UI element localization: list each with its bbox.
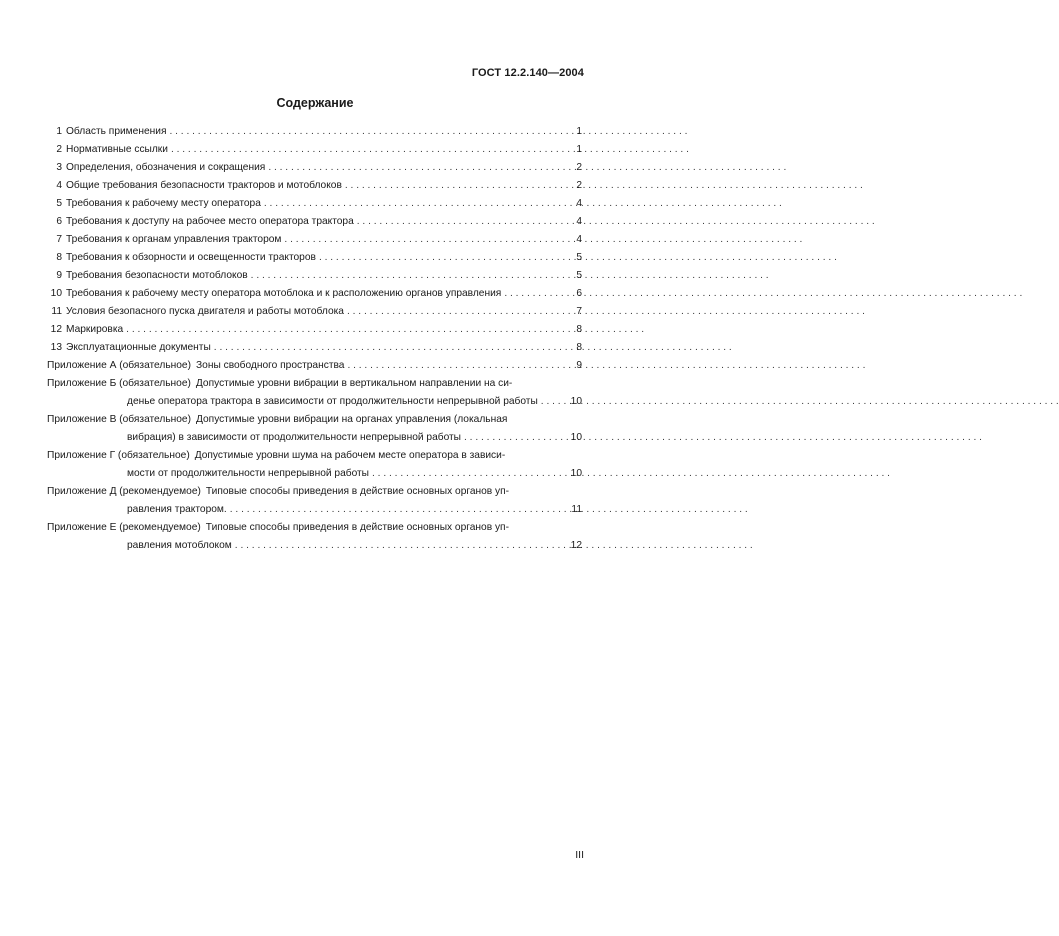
appendix-title: Зоны свободного пространства [196,360,345,371]
dot-leader [347,303,562,321]
appendix-title-line2: равления трактором. [127,504,227,515]
appendix-label: Приложение Е (рекомендуемое) [47,522,201,533]
dot-leader [264,195,562,213]
dot-leader [126,321,562,339]
toc-entry-1[interactable] [47,123,582,141]
dot-leader [372,465,562,483]
entry-page: 5 [576,252,582,263]
entry-page: 7 [576,306,582,317]
toc-entry-9[interactable] [47,267,582,285]
toc-appendix-d[interactable] [47,483,582,501]
appendix-label: Приложение В (обязательное) [47,414,191,425]
appendix-title-line2: денье оператора трактора в зависимости от продолжительности непрерывной работы [127,396,538,407]
entry-number: 13 [50,342,62,353]
appendix-label: Приложение Б (обязательное) [47,378,191,389]
toc-entry-13[interactable] [47,339,582,357]
entry-page: 1 [576,144,582,155]
entry-number: 7 [56,234,62,245]
toc-entry-6[interactable] [47,213,582,231]
table-of-contents [47,123,582,555]
dot-leader [171,141,562,159]
entry-page: 4 [576,234,582,245]
toc-appendix-e-cont[interactable] [47,537,582,555]
appendix-label: Приложение Д (рекомендуемое) [47,486,201,497]
toc-appendix-g[interactable] [47,447,582,465]
toc-entry-10[interactable] [47,285,582,303]
entry-number: 2 [56,144,62,155]
appendix-title-line1: Допустимые уровни вибрации в вертикальном направлении на си- [195,378,513,389]
entry-title: Требования к обзорности и освещенности тракторов [66,252,316,263]
entry-title: Нормативные ссылки [66,144,168,155]
entry-title: Общие требования безопасности тракторов и мотоблоков [66,180,342,191]
toc-entry-7[interactable] [47,231,582,249]
entry-number: 11 [51,306,62,317]
entry-title: Определения, обозначения и сокращения [66,162,266,173]
entry-page: 6 [576,288,582,299]
toc-entry-2[interactable] [47,141,582,159]
appendix-title-line1: Допустимые уровни шума на рабочем месте оператора в зависи- [194,450,506,461]
entry-page: 10 [570,468,582,479]
toc-entry-12[interactable] [47,321,582,339]
toc-appendix-d-cont[interactable] [47,501,582,519]
entry-number: 4 [56,180,62,191]
entry-title: Требования к рабочему месту оператора [66,198,261,209]
entry-number: 12 [50,324,62,335]
entry-page: 10 [570,396,582,407]
entry-page: 1 [576,126,582,137]
appendix-label: Приложение Г (обязательное) [47,450,190,461]
appendix-title-line1: Типовые способы приведения в действие основных органов уп- [205,486,510,497]
toc-entry-4[interactable] [47,177,582,195]
entry-page: 2 [576,180,582,191]
toc-appendix-v[interactable] [47,411,582,429]
entry-number: 1 [56,126,62,137]
toc-appendix-g-cont[interactable] [47,465,582,483]
entry-title: Маркировка [66,324,124,335]
entry-page: 12 [570,540,582,551]
toc-entry-5[interactable] [47,195,582,213]
toc-appendix-b-cont[interactable] [47,393,582,411]
entry-number: 8 [56,252,62,263]
entry-number: 6 [56,216,62,227]
entry-page: 2 [576,162,582,173]
toc-appendix-a[interactable] [47,357,582,375]
page-number: III [575,849,584,861]
dot-leader [251,267,562,285]
toc-entry-8[interactable] [47,249,582,267]
entry-number: 10 [50,288,62,299]
appendix-title-line1: Допустимые уровни вибрации на органах управления (локальная [196,414,508,425]
entry-page: 9 [576,360,582,371]
entry-title: Требования к рабочему месту оператора мотоблока и к расположению органов управления [66,288,502,299]
toc-entry-3[interactable] [47,159,582,177]
entry-title: Область применения [66,126,167,137]
toc-entry-11[interactable] [47,303,582,321]
toc-appendix-e[interactable] [47,519,582,537]
appendix-title-line2: вибрация) в зависимости от продолжительности непрерывной работы [127,432,462,443]
entry-page: 11 [571,504,582,515]
dot-leader [214,339,562,357]
dot-leader [230,501,562,519]
entry-number: 3 [56,162,62,173]
dot-leader [235,537,562,555]
toc-title: Содержание [276,96,354,110]
entry-page: 4 [576,216,582,227]
entry-title: Эксплуатационные документы [66,342,211,353]
dot-leader [284,231,562,249]
document-id: ГОСТ 12.2.140—2004 [471,67,584,79]
toc-appendix-v-cont[interactable] [47,429,582,447]
dot-leader [268,159,562,177]
dot-leader [357,213,562,231]
dot-leader [347,357,562,375]
appendix-title-line1: Типовые способы приведения в действие основных органов уп- [205,522,509,533]
entry-number: 5 [56,198,62,209]
entry-title: Требования к доступу на рабочее место оператора трактора [66,216,354,227]
dot-leader [541,393,562,411]
entry-page: 8 [576,324,582,335]
dot-leader [504,285,562,303]
entry-page: 4 [576,198,582,209]
dot-leader [319,249,562,267]
appendix-title-line2: равления мотоблоком [127,540,232,551]
dot-leader [464,429,562,447]
toc-appendix-b[interactable] [47,375,582,393]
entry-page: 5 [576,270,582,281]
entry-title: Требования безопасности мотоблоков [66,270,248,281]
entry-page: 10 [570,432,582,443]
entry-page: 8 [576,342,582,353]
dot-leader [169,123,562,141]
dot-leader [345,177,562,195]
entry-title: Условия безопасного пуска двигателя и работы мотоблока [66,306,344,317]
entry-number: 9 [56,270,62,281]
entry-title: Требования к органам управления трактором [66,234,282,245]
appendix-title-line2: мости от продолжительности непрерывной работы [127,468,370,479]
appendix-label: Приложение А (обязательное) [47,360,191,371]
